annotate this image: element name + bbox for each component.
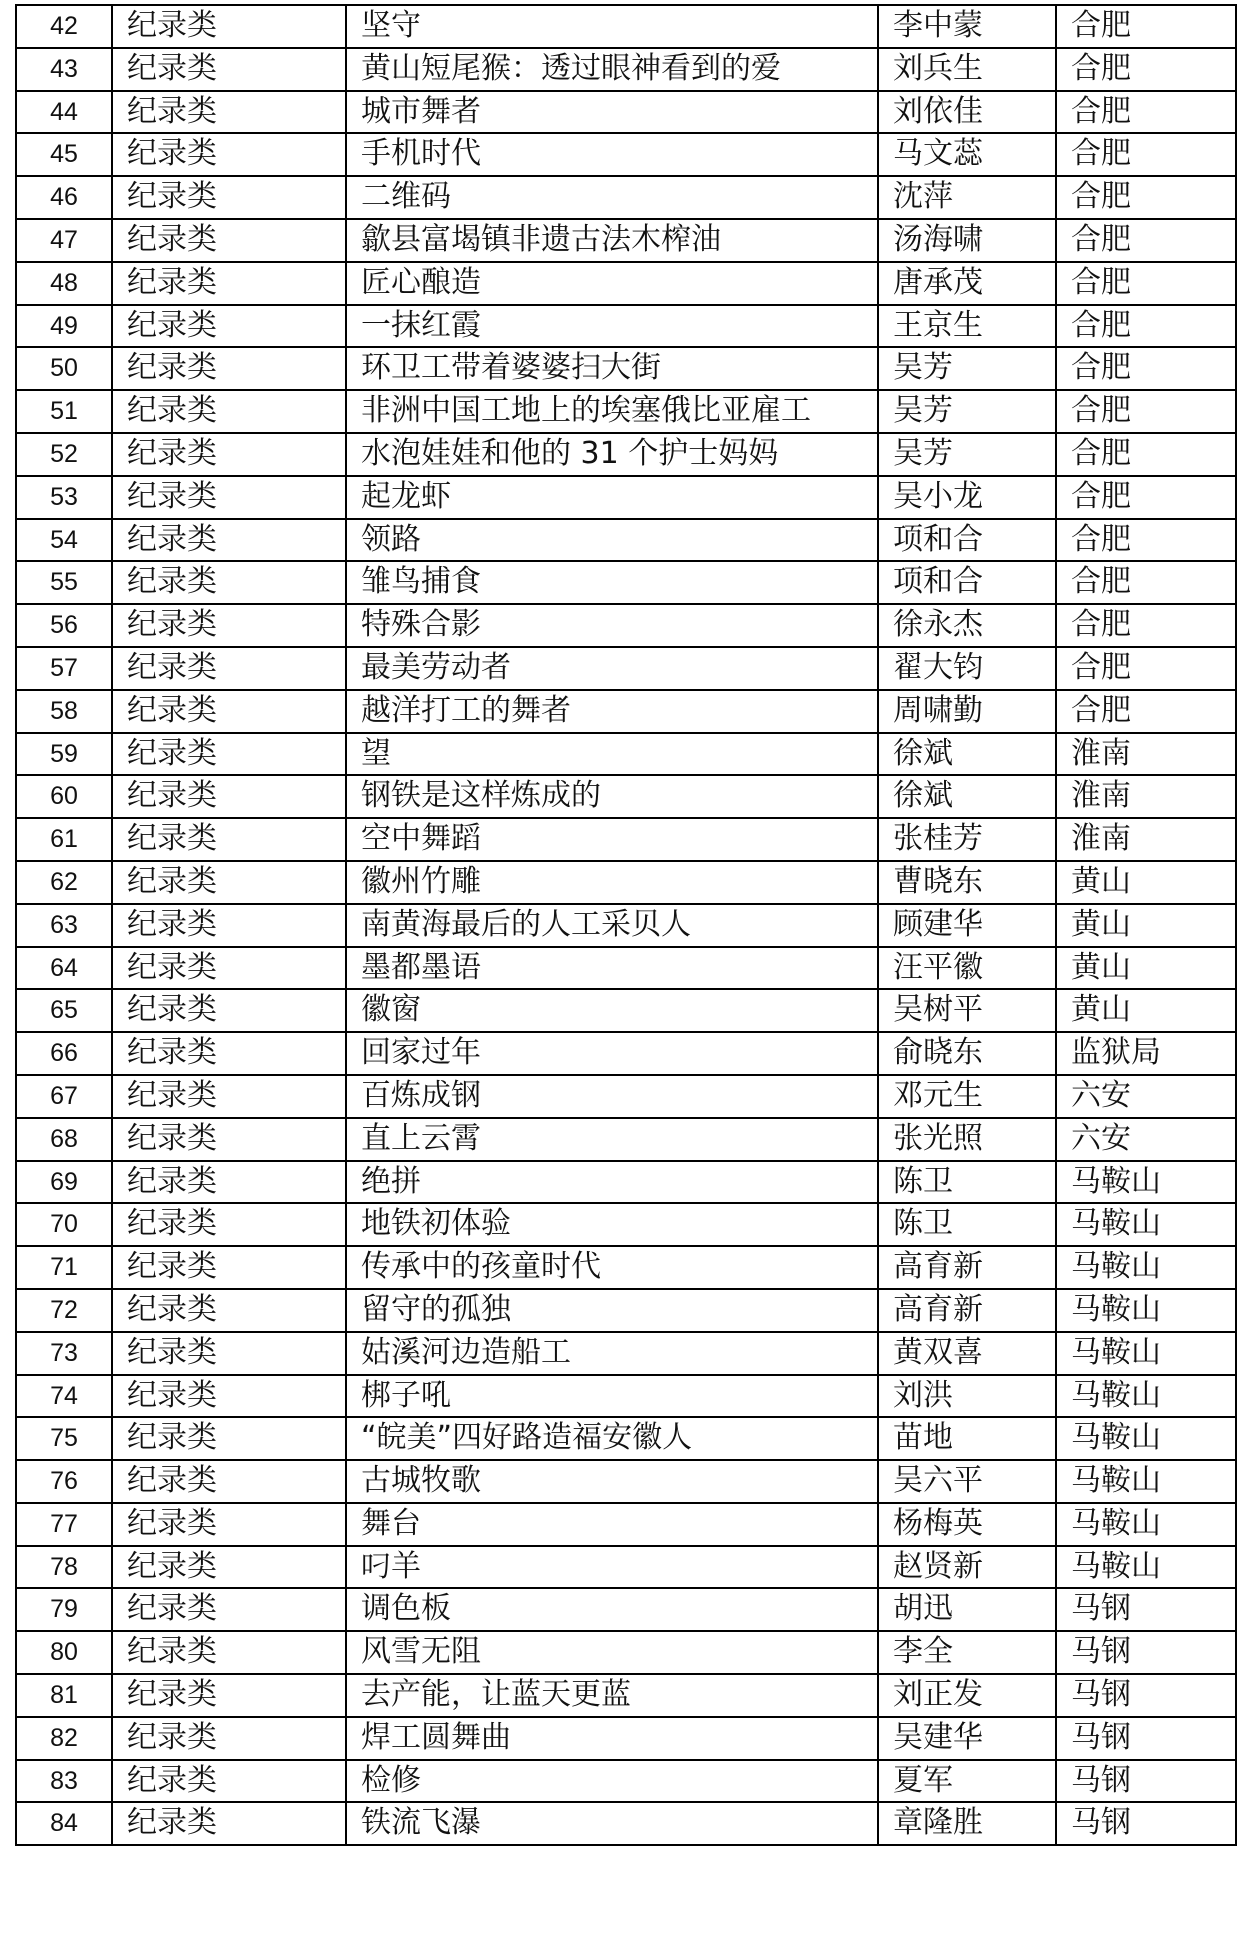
row-number-cell: 49: [16, 305, 112, 348]
entries-table: [15, 4, 1237, 1846]
title-cell: 徽窗: [346, 989, 878, 1032]
category-cell: 纪录类: [112, 690, 346, 733]
author-cell: 项和合: [878, 561, 1056, 604]
author-cell: 章隆胜: [878, 1802, 1056, 1845]
table-row: [16, 647, 1236, 690]
row-number-cell: 47: [16, 219, 112, 262]
table-row: [16, 5, 1236, 48]
author-cell: 李中蒙: [878, 5, 1056, 48]
category-cell: 纪录类: [112, 775, 346, 818]
category-cell: 纪录类: [112, 519, 346, 562]
category-cell: 纪录类: [112, 347, 346, 390]
title-cell: 回家过年: [346, 1032, 878, 1075]
author-cell: 胡迅: [878, 1588, 1056, 1631]
row-number-cell: 65: [16, 989, 112, 1032]
region-cell: 六安: [1056, 1118, 1236, 1161]
title-cell: 传承中的孩童时代: [346, 1246, 878, 1289]
region-cell: 合肥: [1056, 390, 1236, 433]
title-cell: 去产能，让蓝天更蓝: [346, 1674, 878, 1717]
title-cell: 二维码: [346, 176, 878, 219]
category-cell: 纪录类: [112, 1717, 346, 1760]
category-cell: 纪录类: [112, 133, 346, 176]
title-cell: 一抹红霞: [346, 305, 878, 348]
row-number-cell: 54: [16, 519, 112, 562]
table-row: [16, 433, 1236, 476]
row-number-cell: 43: [16, 48, 112, 91]
table-row: [16, 1203, 1236, 1246]
category-cell: 纪录类: [112, 1802, 346, 1845]
title-cell: 铁流飞瀑: [346, 1802, 878, 1845]
region-cell: 淮南: [1056, 775, 1236, 818]
row-number-cell: 76: [16, 1460, 112, 1503]
category-cell: 纪录类: [112, 1546, 346, 1589]
row-number-cell: 73: [16, 1332, 112, 1375]
category-cell: 纪录类: [112, 904, 346, 947]
author-cell: 刘洪: [878, 1375, 1056, 1418]
region-cell: 淮南: [1056, 818, 1236, 861]
author-cell: 高育新: [878, 1289, 1056, 1332]
category-cell: 纪录类: [112, 1417, 346, 1460]
region-cell: 淮南: [1056, 733, 1236, 776]
region-cell: 合肥: [1056, 604, 1236, 647]
author-cell: 徐斌: [878, 775, 1056, 818]
row-number-cell: 69: [16, 1161, 112, 1204]
title-cell: 最美劳动者: [346, 647, 878, 690]
title-cell: 特殊合影: [346, 604, 878, 647]
table-row: [16, 1075, 1236, 1118]
row-number-cell: 66: [16, 1032, 112, 1075]
category-cell: 纪录类: [112, 1118, 346, 1161]
region-cell: 马鞍山: [1056, 1203, 1236, 1246]
category-cell: 纪录类: [112, 989, 346, 1032]
row-number-cell: 79: [16, 1588, 112, 1631]
title-cell: 徽州竹雕: [346, 861, 878, 904]
category-cell: 纪录类: [112, 1203, 346, 1246]
table-row: [16, 861, 1236, 904]
table-row: [16, 1032, 1236, 1075]
row-number-cell: 63: [16, 904, 112, 947]
category-cell: 纪录类: [112, 1760, 346, 1803]
author-cell: 徐斌: [878, 733, 1056, 776]
author-cell: 翟大钧: [878, 647, 1056, 690]
row-number-cell: 77: [16, 1503, 112, 1546]
table-row: [16, 818, 1236, 861]
title-cell: 水泡娃娃和他的 31 个护士妈妈: [346, 433, 878, 476]
row-number-cell: 64: [16, 947, 112, 990]
category-cell: 纪录类: [112, 1674, 346, 1717]
region-cell: 马鞍山: [1056, 1460, 1236, 1503]
row-number-cell: 71: [16, 1246, 112, 1289]
author-cell: 陈卫: [878, 1161, 1056, 1204]
row-number-cell: 53: [16, 476, 112, 519]
row-number-cell: 52: [16, 433, 112, 476]
table-row: [16, 262, 1236, 305]
table-row: [16, 904, 1236, 947]
region-cell: 马鞍山: [1056, 1546, 1236, 1589]
region-cell: 马鞍山: [1056, 1503, 1236, 1546]
category-cell: 纪录类: [112, 176, 346, 219]
row-number-cell: 75: [16, 1417, 112, 1460]
row-number-cell: 78: [16, 1546, 112, 1589]
table-row: [16, 1674, 1236, 1717]
region-cell: 马钢: [1056, 1674, 1236, 1717]
author-cell: 赵贤新: [878, 1546, 1056, 1589]
row-number-cell: 50: [16, 347, 112, 390]
row-number-cell: 55: [16, 561, 112, 604]
author-cell: 马文蕊: [878, 133, 1056, 176]
row-number-cell: 70: [16, 1203, 112, 1246]
author-cell: 吴小龙: [878, 476, 1056, 519]
region-cell: 马钢: [1056, 1717, 1236, 1760]
region-cell: 合肥: [1056, 433, 1236, 476]
title-cell: 雏鸟捕食: [346, 561, 878, 604]
row-number-cell: 46: [16, 176, 112, 219]
row-number-cell: 72: [16, 1289, 112, 1332]
title-cell: 手机时代: [346, 133, 878, 176]
author-cell: 汪平徽: [878, 947, 1056, 990]
row-number-cell: 62: [16, 861, 112, 904]
table-row: [16, 1631, 1236, 1674]
title-cell: 调色板: [346, 1588, 878, 1631]
row-number-cell: 60: [16, 775, 112, 818]
table-row: [16, 1760, 1236, 1803]
region-cell: 马鞍山: [1056, 1161, 1236, 1204]
author-cell: 邓元生: [878, 1075, 1056, 1118]
row-number-cell: 83: [16, 1760, 112, 1803]
title-cell: 坚守: [346, 5, 878, 48]
author-cell: 徐永杰: [878, 604, 1056, 647]
title-cell: 直上云霄: [346, 1118, 878, 1161]
title-cell: 地铁初体验: [346, 1203, 878, 1246]
region-cell: 马鞍山: [1056, 1246, 1236, 1289]
author-cell: 俞晓东: [878, 1032, 1056, 1075]
category-cell: 纪录类: [112, 48, 346, 91]
author-cell: 李全: [878, 1631, 1056, 1674]
author-cell: 汤海啸: [878, 219, 1056, 262]
region-cell: 马钢: [1056, 1631, 1236, 1674]
region-cell: 合肥: [1056, 647, 1236, 690]
author-cell: 夏军: [878, 1760, 1056, 1803]
row-number-cell: 84: [16, 1802, 112, 1845]
title-cell: 留守的孤独: [346, 1289, 878, 1332]
author-cell: 黄双喜: [878, 1332, 1056, 1375]
author-cell: 吴芳: [878, 390, 1056, 433]
category-cell: 纪录类: [112, 1375, 346, 1418]
table-row: [16, 1588, 1236, 1631]
table-row: [16, 775, 1236, 818]
region-cell: 合肥: [1056, 5, 1236, 48]
table-row: [16, 1546, 1236, 1589]
author-cell: 唐承茂: [878, 262, 1056, 305]
category-cell: 纪录类: [112, 1075, 346, 1118]
region-cell: 黄山: [1056, 904, 1236, 947]
title-cell: 舞台: [346, 1503, 878, 1546]
title-cell: 起龙虾: [346, 476, 878, 519]
category-cell: 纪录类: [112, 305, 346, 348]
title-cell: 梆子吼: [346, 1375, 878, 1418]
author-cell: 陈卫: [878, 1203, 1056, 1246]
table-row: [16, 476, 1236, 519]
region-cell: 黄山: [1056, 989, 1236, 1032]
row-number-cell: 51: [16, 390, 112, 433]
category-cell: 纪录类: [112, 947, 346, 990]
title-cell: 古城牧歌: [346, 1460, 878, 1503]
category-cell: 纪录类: [112, 1503, 346, 1546]
author-cell: 周啸勤: [878, 690, 1056, 733]
title-cell: 非洲中国工地上的埃塞俄比亚雇工: [346, 390, 878, 433]
title-cell: 城市舞者: [346, 91, 878, 134]
title-cell: 绝拼: [346, 1161, 878, 1204]
author-cell: 吴芳: [878, 433, 1056, 476]
category-cell: 纪录类: [112, 1289, 346, 1332]
table-row: [16, 1161, 1236, 1204]
category-cell: 纪录类: [112, 433, 346, 476]
row-number-cell: 80: [16, 1631, 112, 1674]
table-row: [16, 1332, 1236, 1375]
region-cell: 合肥: [1056, 690, 1236, 733]
title-cell: 黄山短尾猴：透过眼神看到的爱: [346, 48, 878, 91]
table-row: [16, 347, 1236, 390]
author-cell: 吴六平: [878, 1460, 1056, 1503]
title-cell: 匠心酿造: [346, 262, 878, 305]
table-row: [16, 1503, 1236, 1546]
row-number-cell: 81: [16, 1674, 112, 1717]
table-row: [16, 1375, 1236, 1418]
table-row: [16, 733, 1236, 776]
region-cell: 合肥: [1056, 519, 1236, 562]
category-cell: 纪录类: [112, 1631, 346, 1674]
title-cell: 叼羊: [346, 1546, 878, 1589]
title-cell: 环卫工带着婆婆扫大街: [346, 347, 878, 390]
table-row: [16, 1802, 1236, 1845]
author-cell: 张桂芳: [878, 818, 1056, 861]
title-cell: 墨都墨语: [346, 947, 878, 990]
category-cell: 纪录类: [112, 262, 346, 305]
table-row: [16, 519, 1236, 562]
title-cell: 百炼成钢: [346, 1075, 878, 1118]
category-cell: 纪录类: [112, 561, 346, 604]
title-cell: 风雪无阻: [346, 1631, 878, 1674]
author-cell: 顾建华: [878, 904, 1056, 947]
table-row: [16, 305, 1236, 348]
table-row: [16, 219, 1236, 262]
table-row: [16, 133, 1236, 176]
title-cell: 焊工圆舞曲: [346, 1717, 878, 1760]
table-row: [16, 561, 1236, 604]
row-number-cell: 82: [16, 1717, 112, 1760]
region-cell: 合肥: [1056, 219, 1236, 262]
category-cell: 纪录类: [112, 1032, 346, 1075]
author-cell: 刘依佳: [878, 91, 1056, 134]
author-cell: 吴建华: [878, 1717, 1056, 1760]
table-row: [16, 1289, 1236, 1332]
entries-table-body: [16, 5, 1236, 1845]
title-cell: 领路: [346, 519, 878, 562]
table-row: [16, 176, 1236, 219]
region-cell: 合肥: [1056, 347, 1236, 390]
table-row: [16, 690, 1236, 733]
region-cell: 马钢: [1056, 1588, 1236, 1631]
category-cell: 纪录类: [112, 1588, 346, 1631]
region-cell: 六安: [1056, 1075, 1236, 1118]
author-cell: 吴树平: [878, 989, 1056, 1032]
title-cell: 空中舞蹈: [346, 818, 878, 861]
region-cell: 黄山: [1056, 861, 1236, 904]
category-cell: 纪录类: [112, 1460, 346, 1503]
table-row: [16, 48, 1236, 91]
region-cell: 马鞍山: [1056, 1289, 1236, 1332]
category-cell: 纪录类: [112, 818, 346, 861]
region-cell: 合肥: [1056, 305, 1236, 348]
title-cell: 姑溪河边造船工: [346, 1332, 878, 1375]
table-row: [16, 1246, 1236, 1289]
row-number-cell: 45: [16, 133, 112, 176]
region-cell: 马钢: [1056, 1802, 1236, 1845]
row-number-cell: 48: [16, 262, 112, 305]
title-cell: 越洋打工的舞者: [346, 690, 878, 733]
region-cell: 马鞍山: [1056, 1332, 1236, 1375]
region-cell: 合肥: [1056, 561, 1236, 604]
author-cell: 吴芳: [878, 347, 1056, 390]
category-cell: 纪录类: [112, 647, 346, 690]
region-cell: 合肥: [1056, 176, 1236, 219]
category-cell: 纪录类: [112, 476, 346, 519]
category-cell: 纪录类: [112, 219, 346, 262]
row-number-cell: 58: [16, 690, 112, 733]
document-table-container: [15, 4, 1235, 1929]
category-cell: 纪录类: [112, 733, 346, 776]
table-row: [16, 91, 1236, 134]
title-cell: 检修: [346, 1760, 878, 1803]
row-number-cell: 56: [16, 604, 112, 647]
table-row: [16, 947, 1236, 990]
region-cell: 合肥: [1056, 262, 1236, 305]
title-cell: 歙县富堨镇非遗古法木榨油: [346, 219, 878, 262]
table-row: [16, 1717, 1236, 1760]
author-cell: 王京生: [878, 305, 1056, 348]
title-cell: 钢铁是这样炼成的: [346, 775, 878, 818]
author-cell: 刘兵生: [878, 48, 1056, 91]
table-row: [16, 604, 1236, 647]
table-row: [16, 390, 1236, 433]
category-cell: 纪录类: [112, 390, 346, 433]
region-cell: 合肥: [1056, 48, 1236, 91]
table-row: [16, 1118, 1236, 1161]
row-number-cell: 68: [16, 1118, 112, 1161]
row-number-cell: 59: [16, 733, 112, 776]
author-cell: 刘正发: [878, 1674, 1056, 1717]
row-number-cell: 42: [16, 5, 112, 48]
table-row: [16, 1417, 1236, 1460]
region-cell: 合肥: [1056, 133, 1236, 176]
author-cell: 曹晓东: [878, 861, 1056, 904]
region-cell: 马钢: [1056, 1760, 1236, 1803]
row-number-cell: 57: [16, 647, 112, 690]
author-cell: 苗地: [878, 1417, 1056, 1460]
table-row: [16, 989, 1236, 1032]
category-cell: 纪录类: [112, 1332, 346, 1375]
region-cell: 监狱局: [1056, 1032, 1236, 1075]
author-cell: 沈萍: [878, 176, 1056, 219]
author-cell: 张光照: [878, 1118, 1056, 1161]
row-number-cell: 61: [16, 818, 112, 861]
author-cell: 高育新: [878, 1246, 1056, 1289]
row-number-cell: 44: [16, 91, 112, 134]
title-cell: 望: [346, 733, 878, 776]
region-cell: 合肥: [1056, 476, 1236, 519]
region-cell: 马鞍山: [1056, 1375, 1236, 1418]
table-row: [16, 1460, 1236, 1503]
author-cell: 杨梅英: [878, 1503, 1056, 1546]
title-cell: “皖美”四好路造福安徽人: [346, 1417, 878, 1460]
category-cell: 纪录类: [112, 604, 346, 647]
category-cell: 纪录类: [112, 1246, 346, 1289]
row-number-cell: 67: [16, 1075, 112, 1118]
category-cell: 纪录类: [112, 861, 346, 904]
region-cell: 合肥: [1056, 91, 1236, 134]
author-cell: 项和合: [878, 519, 1056, 562]
region-cell: 马鞍山: [1056, 1417, 1236, 1460]
row-number-cell: 74: [16, 1375, 112, 1418]
region-cell: 黄山: [1056, 947, 1236, 990]
category-cell: 纪录类: [112, 5, 346, 48]
category-cell: 纪录类: [112, 91, 346, 134]
category-cell: 纪录类: [112, 1161, 346, 1204]
title-cell: 南黄海最后的人工采贝人: [346, 904, 878, 947]
